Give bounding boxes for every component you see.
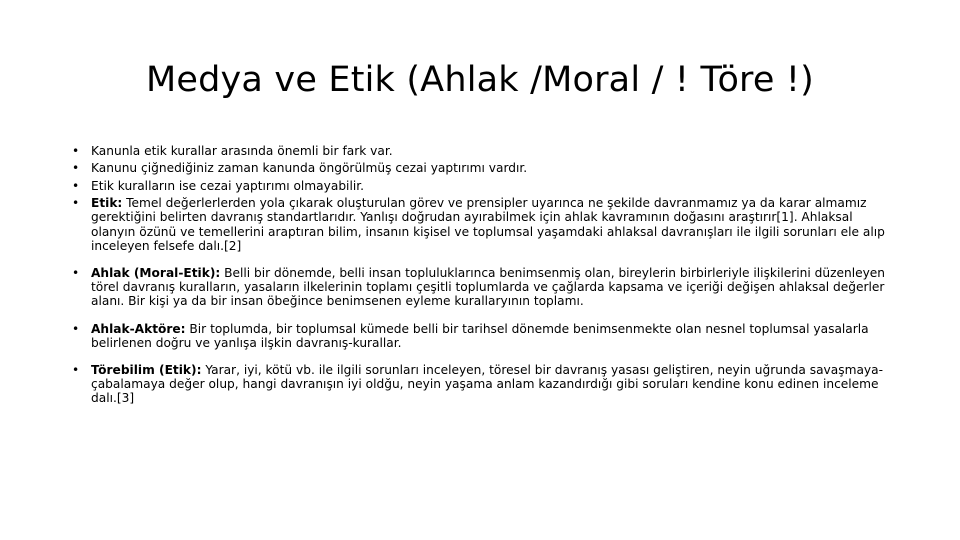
bullet-item (72, 266, 894, 309)
bullet-text: Kanunu çiğnediğiniz zaman kanunda öngörülmüş cezai yaptırımı vardır. (91, 161, 528, 176)
slide-title: Medya ve Etik (Ahlak /Moral / ! Töre !) (145, 60, 815, 100)
bullet-item (72, 144, 894, 158)
bullet-text: Kanunla etik kurallar arasında önemli bir fark var. (91, 144, 393, 158)
bullet-item (72, 322, 894, 350)
bullet-list (72, 144, 894, 409)
bullet-term: Ahlak-Aktöre: (91, 321, 186, 336)
bullet-text: Belli bir dönemde, belli insan topluluklarınca benimsenmiş olan, bireylerin birbirleriyle ilişkilerini düzenleyen törel davranış kuralların, yasaların ilkelerinin toplamı çeşitli toplumlarda ve çağlarda kapsama ve içeriği değişen ahlaksal değerler alanı. Bir kişi ya da bir insan öbeğince benimsenen eyleme kurallaryının toplamı. (91, 265, 886, 309)
bullet-term: Ahlak (Moral-Etik): (91, 265, 221, 280)
bullet-text: Etik kuralların ise cezai yaptırımı olmayabilir. (91, 178, 364, 193)
bullet-item (72, 196, 894, 253)
bullet-item (72, 363, 894, 406)
bullet-text: Temel değerlerlerden yola çıkarak oluşturulan görev ve prensipler uyarınca ne şekilde davranmamız ya da karar almamız gerektiğini belirten davranış standartlarıdır. Yanlışı doğrudan ayırabilmek için ahlak kavramının doğasını araştırır[1]. Ahlaksal olanyın özünü ve temellerini araptıran bilim, insanın kişisel ve toplumsal yaşamdaki ahlaksal davranışları ile ilgili sorunları ele alıp inceleyen felsefe dalı.[2] (91, 196, 885, 253)
bullet-term: Törebilim (Etik): (91, 363, 202, 377)
bullet-text: Yarar, iyi, kötü vb. ile ilgili sorunları inceleyen, töresel bir davranış yasası geliştiren, neyin uğrunda savaşmaya-çabalamaya değer olup, hangi davranışın iyi oldğu, neyin yaşama anlam kazandırdığı gibi soruları kendine konu edinen inceleme dalı.[3] (91, 363, 884, 406)
bullet-item (72, 179, 894, 193)
bullet-text: Bir toplumda, bir toplumsal kümede belli bir tarihsel dönemde benimsenmekte olan nesnel toplumsal yasalarla belirlenen doğru ve yanlışa ilşkin davranış-kurallar. (91, 321, 869, 350)
bullet-item (72, 161, 894, 175)
bullet-term: Etik: (91, 196, 123, 211)
